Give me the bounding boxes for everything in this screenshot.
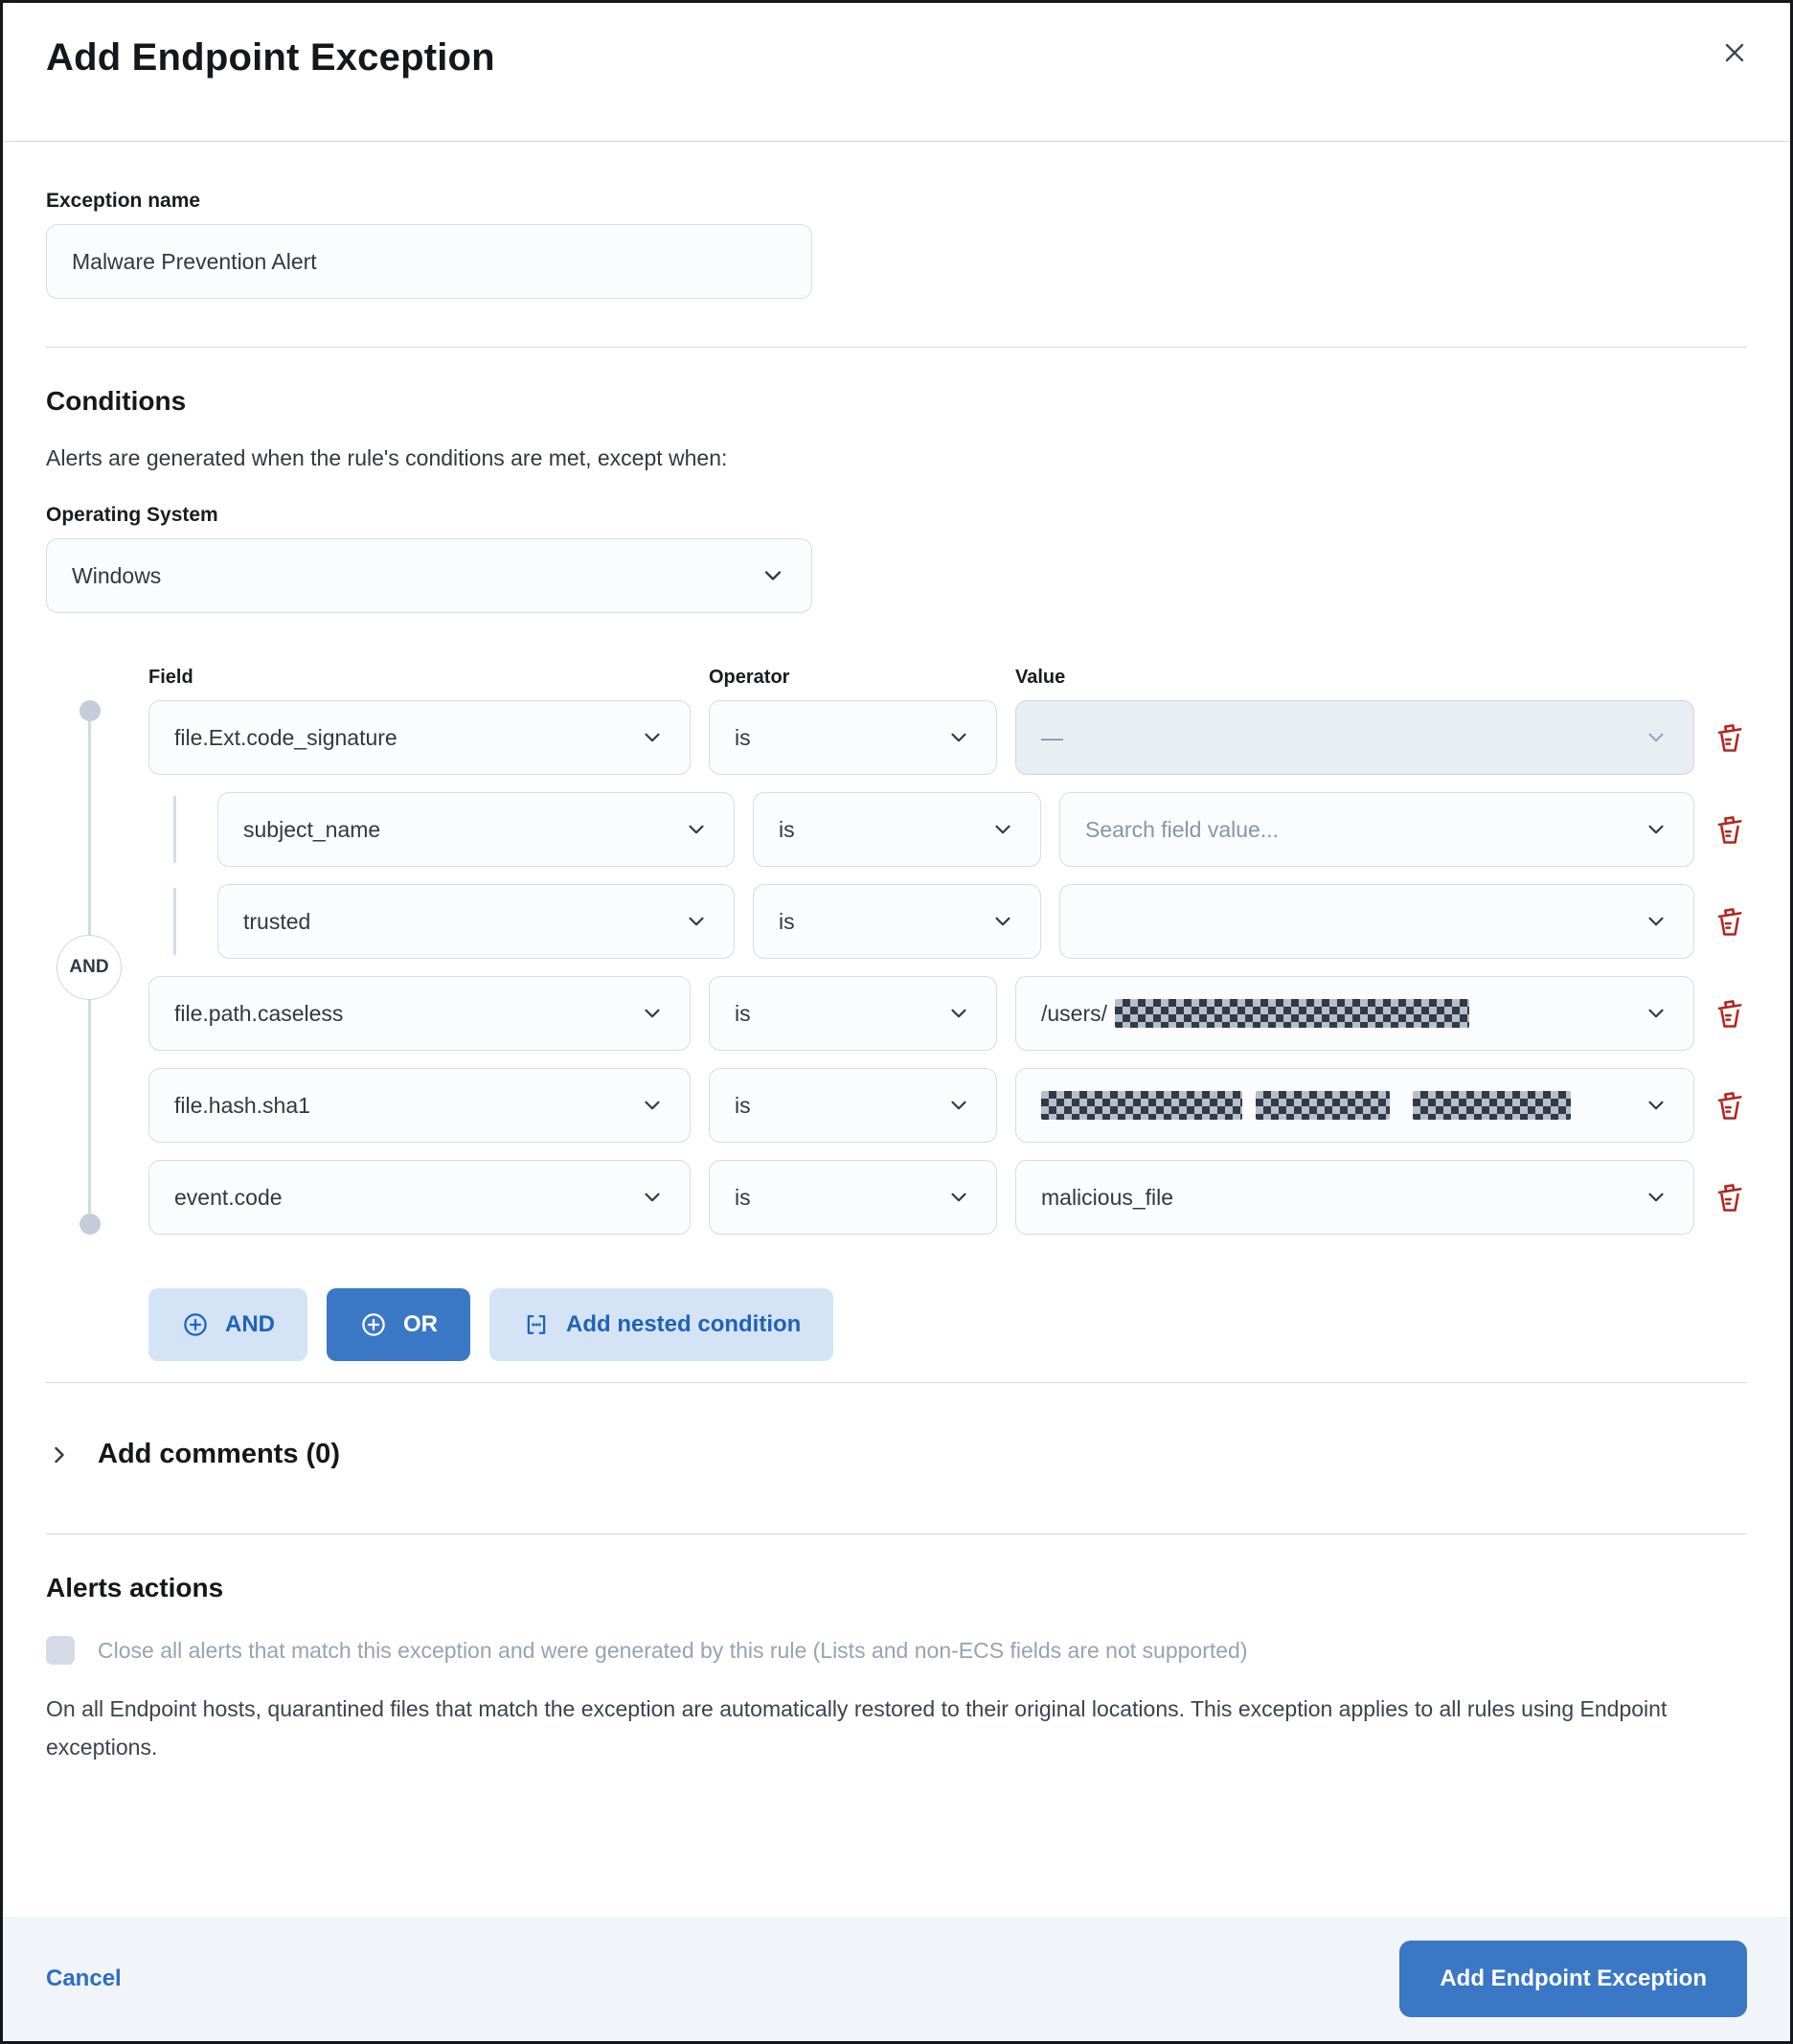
chevron-down-icon [990,817,1015,842]
delete-condition-button[interactable] [1713,810,1747,849]
chevron-down-icon [990,909,1015,934]
field-column-header: Field [148,667,193,688]
chevron-down-icon [1644,1185,1668,1210]
value-select[interactable] [1015,1160,1694,1235]
modal-footer [3,1917,1790,2041]
delete-condition-button[interactable] [1713,902,1747,941]
operator-select[interactable] [709,1068,997,1143]
chevron-right-icon [46,1442,73,1468]
modal-title: Add Endpoint Exception [46,36,495,79]
operator-select[interactable] [709,1160,997,1235]
add-and-button[interactable] [148,1288,307,1361]
and-badge: AND [57,935,122,1000]
value-placeholder: Search field value... [1085,816,1280,842]
chevron-down-icon [640,725,665,750]
chevron-down-icon [946,725,971,750]
condition-row [148,1068,1747,1143]
field-value: event.code [174,1184,283,1210]
close-alerts-option [46,1634,1747,1667]
trash-icon [1713,718,1747,757]
delete-condition-button[interactable] [1713,718,1747,757]
chevron-down-icon [640,1001,665,1026]
chevron-down-icon [1644,725,1668,750]
value-column-header: Value [1015,667,1066,688]
operator-select[interactable] [753,884,1041,959]
exception-name-label: Exception name [46,190,201,212]
nested-condition-row [217,792,1747,867]
trash-icon [1713,994,1747,1033]
field-select[interactable] [148,976,691,1051]
exception-name-input[interactable] [46,224,812,299]
trash-icon [1713,1178,1747,1216]
chevron-down-icon [684,909,709,934]
operator-value: is [735,1000,751,1026]
plus-circle-icon [181,1310,210,1339]
condition-row [148,700,1747,775]
redacted-value [1413,1091,1571,1120]
redacted-value [1256,1091,1390,1120]
builder-rows [69,700,1747,1235]
operating-system-select[interactable] [46,538,812,613]
close-alerts-label: Close all alerts that match this exception and were generated by this rule (Lists and non-ECS fields are not supported) [98,1638,1248,1663]
builder-column-headers [148,667,1747,689]
alerts-actions-heading: Alerts actions [46,1573,224,1602]
chevron-down-icon [760,562,786,589]
trash-icon [1713,902,1747,941]
operator-select[interactable] [753,792,1041,867]
section-divider [46,1382,1747,1383]
operating-system-value: Windows [72,562,162,588]
redacted-value [1041,1091,1242,1120]
delete-condition-button[interactable] [1713,1178,1747,1216]
value-select[interactable] [1015,976,1694,1051]
add-and-label: AND [225,1311,275,1337]
chevron-down-icon [684,817,709,842]
chevron-down-icon [1644,909,1668,934]
section-divider [46,347,1747,348]
add-endpoint-exception-button[interactable]: Add Endpoint Exception [1399,1941,1747,2017]
chevron-down-icon [946,1185,971,1210]
plus-circle-icon [359,1310,388,1339]
exception-name-value: Malware Prevention Alert [72,248,317,274]
section-divider [46,1533,1747,1534]
nested-icon [522,1310,551,1339]
operator-value: is [779,908,795,934]
value-text: malicious_file [1041,1184,1174,1210]
operator-select[interactable] [709,700,997,775]
delete-condition-button[interactable] [1713,994,1747,1033]
add-or-label: OR [403,1311,438,1337]
trash-icon [1713,1086,1747,1124]
chevron-down-icon [1644,1093,1668,1118]
add-or-button[interactable] [327,1288,470,1361]
operating-system-label: Operating System [46,504,218,526]
chevron-down-icon [1644,1001,1668,1026]
chevron-down-icon [946,1093,971,1118]
redacted-value [1115,999,1469,1028]
condition-row [148,1160,1747,1235]
operator-column-header: Operator [709,667,790,688]
value-select[interactable] [1015,1068,1694,1143]
close-button[interactable] [1714,32,1756,74]
field-value: trusted [243,908,311,934]
field-value: subject_name [243,816,381,842]
operator-value: is [779,816,795,842]
cancel-button[interactable]: Cancel [46,1965,122,1991]
field-value: file.Ext.code_signature [174,724,397,750]
nested-condition-row [217,884,1747,959]
add-comments-accordion[interactable] [46,1439,1747,1470]
condition-row [148,976,1747,1051]
field-select[interactable] [148,700,691,775]
value-select[interactable] [1059,792,1694,867]
add-nested-condition-label: Add nested condition [566,1311,802,1337]
add-comments-label: Add comments (0) [98,1439,340,1469]
value-select-disabled [1015,700,1694,775]
value-text: /users/ [1041,1000,1108,1026]
value-select[interactable] [1059,884,1694,959]
field-select[interactable] [148,1160,691,1235]
operator-value: is [735,1184,751,1210]
trash-icon [1713,810,1747,849]
chevron-down-icon [640,1093,665,1118]
close-icon [1719,37,1750,68]
add-nested-condition-button[interactable] [489,1288,833,1361]
close-alerts-checkbox[interactable] [46,1636,75,1665]
condition-builder [69,667,1747,1235]
chevron-down-icon [640,1185,665,1210]
field-value: file.hash.sha1 [174,1092,310,1118]
chevron-down-icon [1644,817,1668,842]
field-select[interactable] [217,884,735,959]
modal-header [3,3,1790,142]
field-value: file.path.caseless [174,1000,344,1026]
value-empty-dash: — [1041,724,1063,750]
modal-body [3,142,1790,1917]
delete-condition-button[interactable] [1713,1086,1747,1124]
operator-value: is [735,724,751,750]
endpoint-quarantine-note: On all Endpoint hosts, quarantined files that match the exception are automatically restored to their original locations. This exception applies to all rules using Endpoint exceptions. [46,1696,1668,1760]
conditions-heading: Conditions [46,386,187,416]
operator-value: is [735,1092,751,1118]
field-select[interactable] [148,1068,691,1143]
operator-select[interactable] [709,976,997,1051]
chevron-down-icon [946,1001,971,1026]
conditions-description: Alerts are generated when the rule's conditions are met, except when: [46,445,728,470]
field-select[interactable] [217,792,735,867]
builder-actions [148,1288,1747,1361]
